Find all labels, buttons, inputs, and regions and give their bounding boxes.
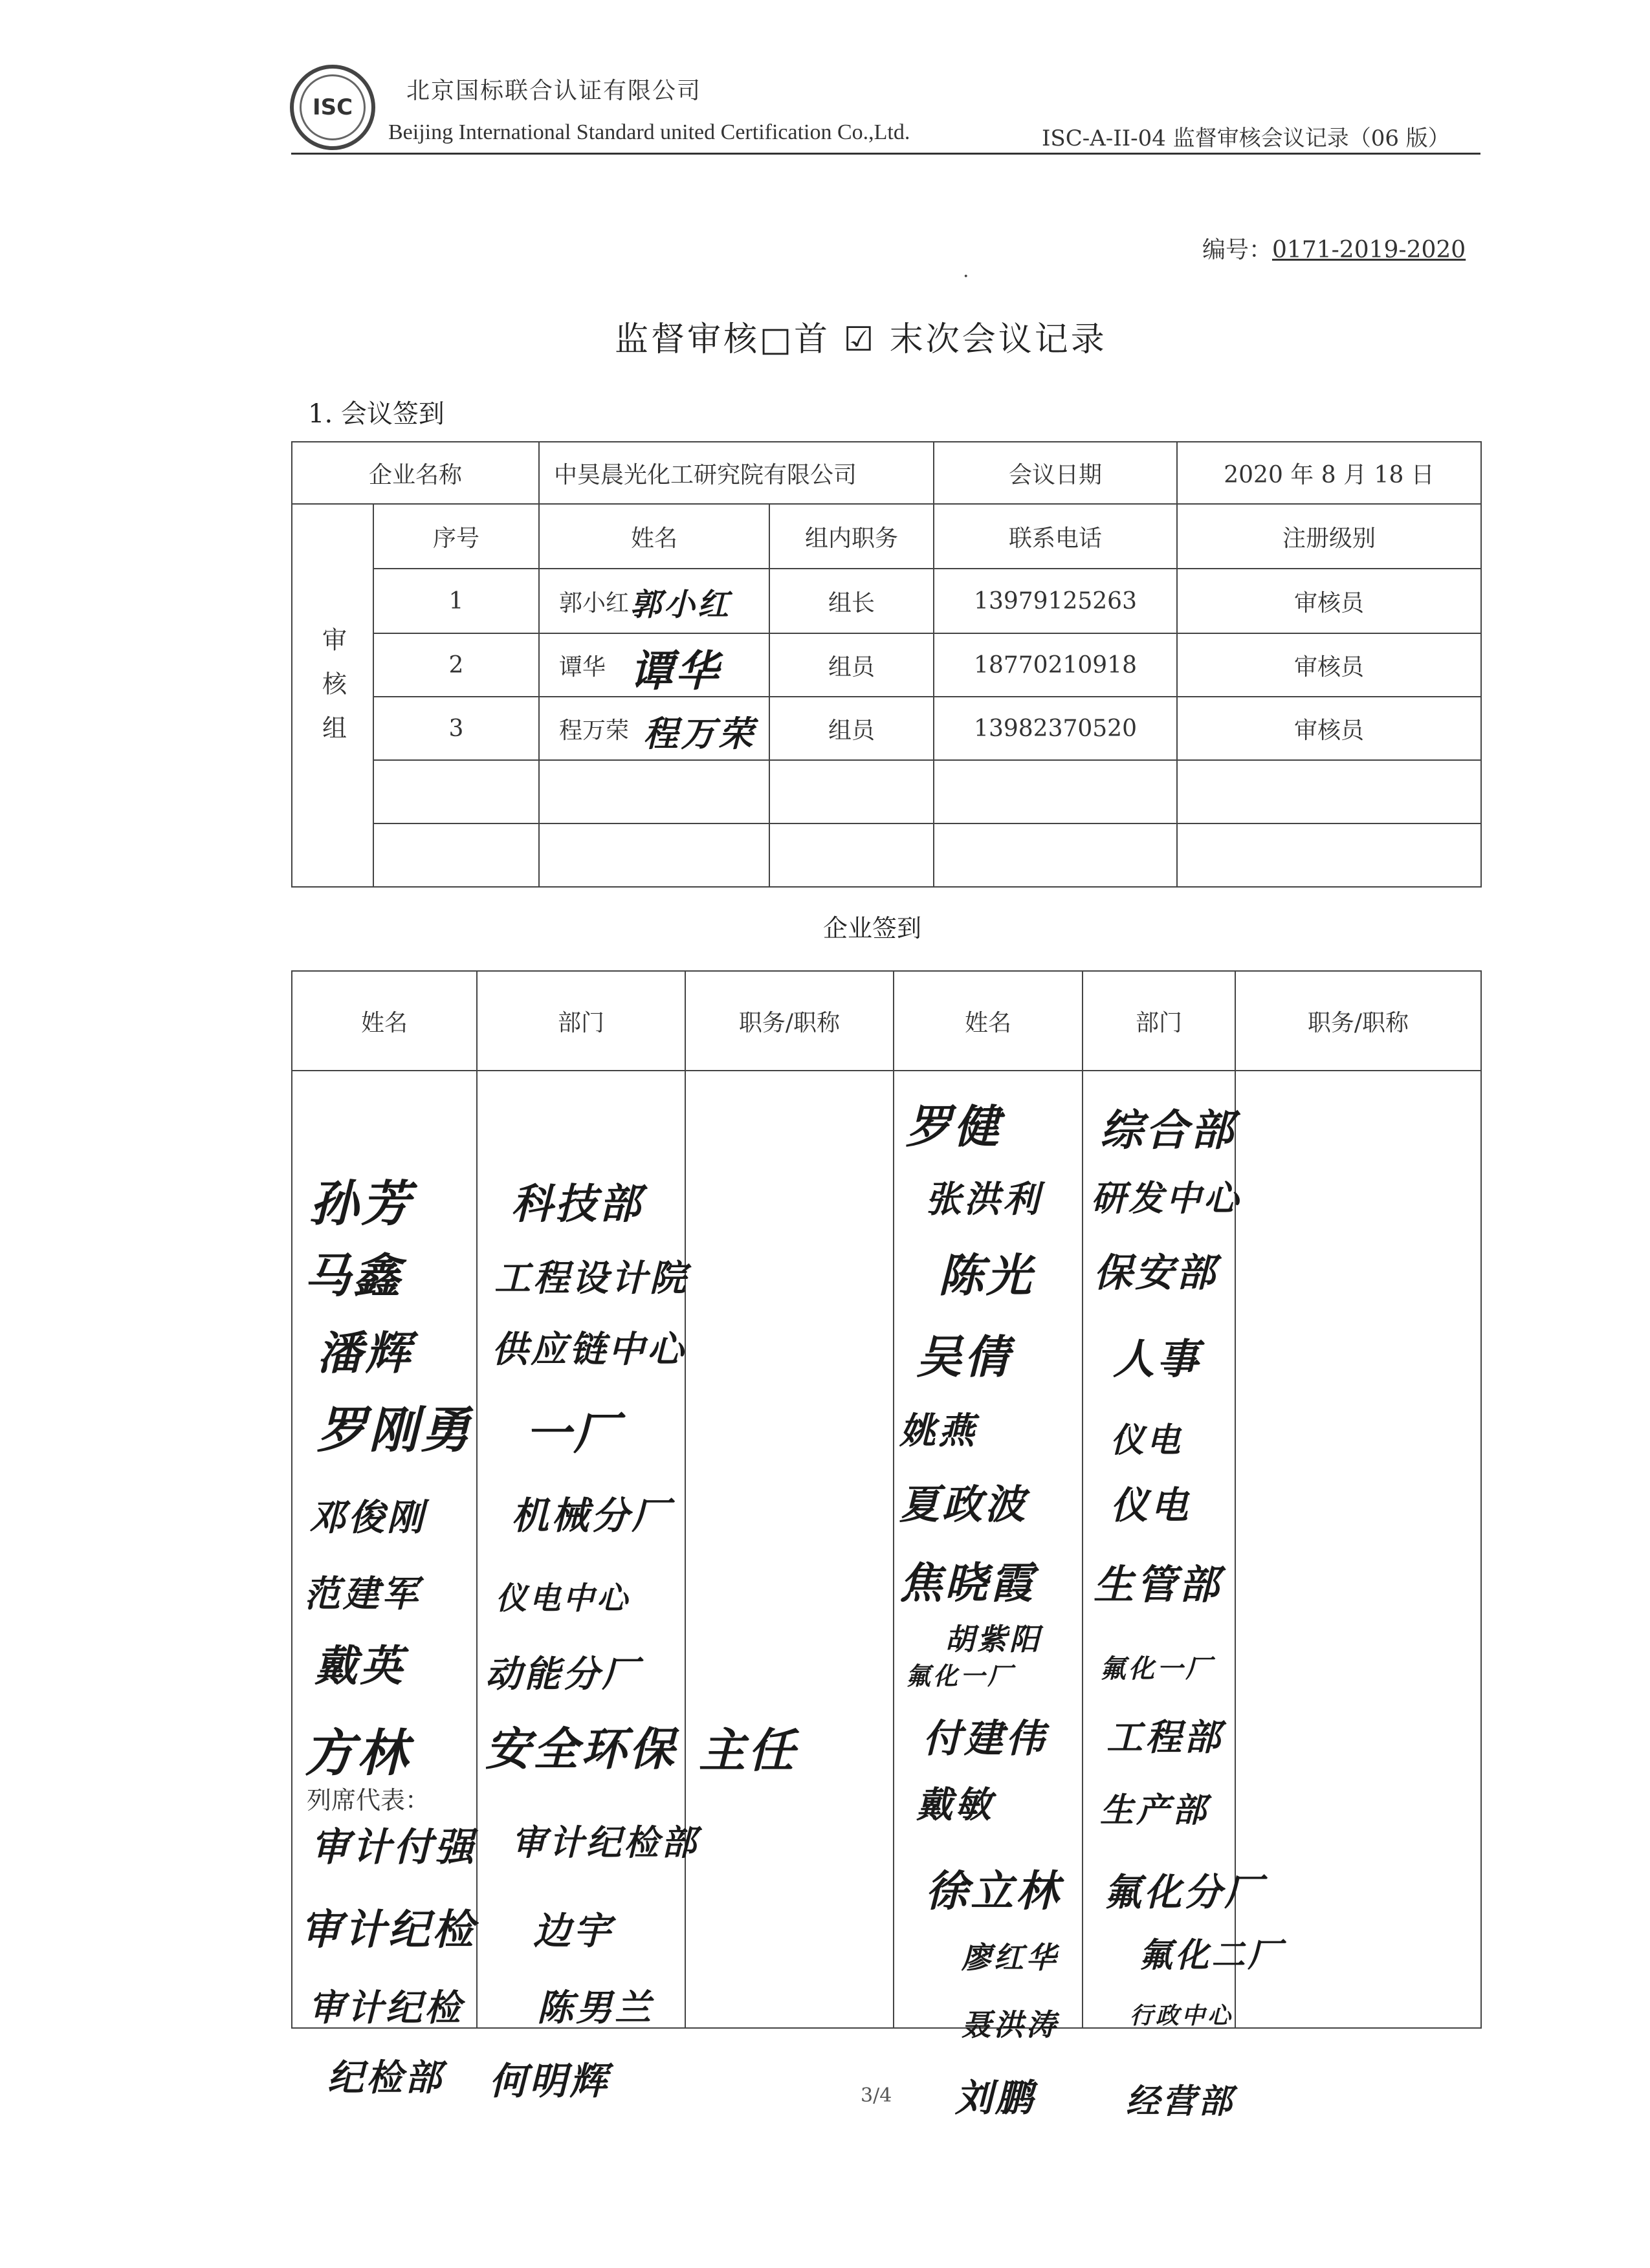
header-role: 组内职务: [769, 504, 934, 569]
page-title: 监督审核□首 ☑ 末次会议记录: [615, 320, 1107, 359]
signature-dept: 工程设计院: [494, 1258, 688, 1300]
table-row-empty: [292, 823, 1481, 887]
signature-dept: 仪电: [1110, 1421, 1183, 1460]
page-number: 3/4: [861, 2084, 892, 2107]
serial-value: 0171-2019-2020: [1272, 237, 1466, 263]
signature-dept-2: 氟化一厂: [1100, 1654, 1214, 1684]
header-dept-right: 部门: [1083, 971, 1235, 1071]
signature-title: 主任: [699, 1723, 798, 1778]
header-phone: 联系电话: [934, 504, 1177, 569]
table-row-empty: [292, 760, 1481, 823]
signature: 郭小红: [630, 587, 732, 623]
row-name-cell: [539, 697, 769, 760]
header-divider: [291, 153, 1480, 155]
row-phone: 13982370520: [934, 697, 1177, 760]
signature-name: 罗健: [906, 1100, 1002, 1153]
representative-name: 审计付强: [311, 1825, 476, 1870]
header-name-left: 姓名: [292, 971, 477, 1071]
signature-dept: 氟化二厂: [1139, 1936, 1284, 1975]
signature-name: 戴英: [314, 1641, 405, 1691]
signature-dept: 供应链中心: [492, 1329, 686, 1371]
company-name-en: Beijing International Standard united Certification Co.,Ltd.: [388, 120, 910, 144]
signature-name: 廖红华: [962, 1940, 1059, 1975]
section-heading-signin: 1. 会议签到: [308, 399, 445, 429]
signature-dept: 生管部: [1094, 1561, 1222, 1608]
logo-text: ISC: [300, 74, 366, 140]
signature-name: 吴倩: [916, 1331, 1012, 1384]
signature: 程万荣: [643, 714, 756, 754]
signature-dept: 氟化一厂: [906, 1662, 1015, 1690]
signature-name: 刘鹏: [955, 2076, 1036, 2120]
meeting-info-table: [291, 441, 1482, 888]
row-name: 程万荣: [559, 717, 630, 744]
signature-name: 范建军: [304, 1573, 421, 1615]
row-no: 2: [373, 633, 539, 697]
signature-name: 付建伟: [923, 1716, 1047, 1761]
signature-dept: 氟化分厂: [1104, 1870, 1265, 1914]
signature-name: 胡紫阳: [945, 1622, 1042, 1657]
date-value: 2020 年 8 月 18 日: [1177, 442, 1481, 504]
signature-dept: 经营部: [1126, 2082, 1235, 2121]
representative-name: 审计纪检: [308, 1987, 463, 2029]
header-title-left: 职务/职称: [685, 971, 894, 1071]
company-name-cn: 北京国标联合认证有限公司: [406, 78, 702, 104]
signature-name: 姚燕: [899, 1410, 977, 1452]
row-name: 谭华: [559, 653, 606, 681]
row-phone: 13979125263: [934, 569, 1177, 633]
signature-name: 方林: [304, 1725, 411, 1783]
signature-dept: 一厂: [525, 1407, 621, 1460]
signature-name: 戴敏: [916, 1784, 994, 1826]
row-level: 审核员: [1177, 569, 1481, 633]
representative-dept: 边宇: [533, 1909, 614, 1953]
row-name-cell: [539, 569, 769, 633]
signature-name: 潘辉: [317, 1327, 413, 1380]
company-value: 中昊晨光化工研究院有限公司: [539, 442, 934, 504]
header-level: 注册级别: [1177, 504, 1481, 569]
representative-dept: 陈男兰: [537, 1987, 654, 2029]
audit-team-label-text: 审核组: [318, 626, 347, 759]
representative-dept: 审计纪检部: [511, 1822, 699, 1863]
representatives-label: 列席代表：: [307, 1786, 430, 1815]
signature-dept: 仪电: [1110, 1483, 1191, 1527]
signature-name: 徐立林: [925, 1866, 1061, 1916]
section-heading-enterprise: 企业签到: [823, 914, 922, 943]
signature-dept: 工程部: [1106, 1717, 1223, 1759]
signature-name: 邓俊刚: [309, 1497, 426, 1539]
audit-team-label: [292, 504, 373, 887]
header-title-right: 职务/职称: [1235, 971, 1481, 1071]
signature: 谭华: [630, 646, 721, 696]
row-role: 组长: [769, 569, 934, 633]
signature-name: 焦晓霞: [899, 1558, 1035, 1608]
representative-name: 审计纪检: [300, 1906, 476, 1954]
serial-label: 编号：: [1202, 237, 1273, 263]
signature-name: 张洪利: [925, 1179, 1042, 1221]
serial-number: [1202, 232, 1466, 265]
signature-dept: 综合部: [1100, 1106, 1236, 1155]
signature-dept: 仪电中心: [496, 1580, 631, 1617]
table-row: [292, 569, 1481, 633]
signature-name: 马鑫: [304, 1248, 403, 1303]
representative-name: 纪检部: [327, 2057, 444, 2099]
representative-dept: 何明辉: [489, 2059, 610, 2103]
company-label: 企业名称: [292, 442, 539, 504]
signature-dept: 生产部: [1100, 1791, 1209, 1830]
signature-name: 陈光: [938, 1249, 1034, 1302]
row-role: 组员: [769, 697, 934, 760]
header-dept-left: 部门: [477, 971, 685, 1071]
signature-dept: 科技部: [511, 1181, 643, 1228]
header-name: 姓名: [539, 504, 769, 569]
signature-dept: 研发中心: [1091, 1178, 1241, 1219]
signature-name: 聂洪涛: [962, 2007, 1059, 2042]
signature-dept: 安全环保: [485, 1723, 677, 1776]
signature-dept: 保安部: [1094, 1250, 1218, 1296]
signature-name: 夏政波: [899, 1481, 1028, 1528]
header-name-right: 姓名: [894, 971, 1083, 1071]
stray-mark: ·: [963, 265, 969, 288]
company-logo: [290, 65, 375, 150]
signature-name: 罗刚勇: [317, 1401, 472, 1459]
row-name: 郭小红: [559, 589, 630, 616]
header-no: 序号: [373, 504, 539, 569]
row-no: 3: [373, 697, 539, 760]
row-level: 审核员: [1177, 697, 1481, 760]
signature-name: 孙芳: [309, 1175, 413, 1232]
signature-dept: 人事: [1113, 1336, 1201, 1384]
date-label: 会议日期: [934, 442, 1177, 504]
row-level: 审核员: [1177, 633, 1481, 697]
row-phone: 18770210918: [934, 633, 1177, 697]
row-name-cell: [539, 633, 769, 697]
table-row: [292, 633, 1481, 697]
signature-dept: 动能分厂: [485, 1653, 641, 1696]
document-code: ISC-A-II-04 监督审核会议记录（06 版）: [1042, 125, 1450, 151]
signature-dept: 行政中心: [1130, 2003, 1234, 2029]
row-no: 1: [373, 569, 539, 633]
signature-dept: 机械分厂: [511, 1494, 672, 1538]
table-row: [292, 697, 1481, 760]
row-role: 组员: [769, 633, 934, 697]
